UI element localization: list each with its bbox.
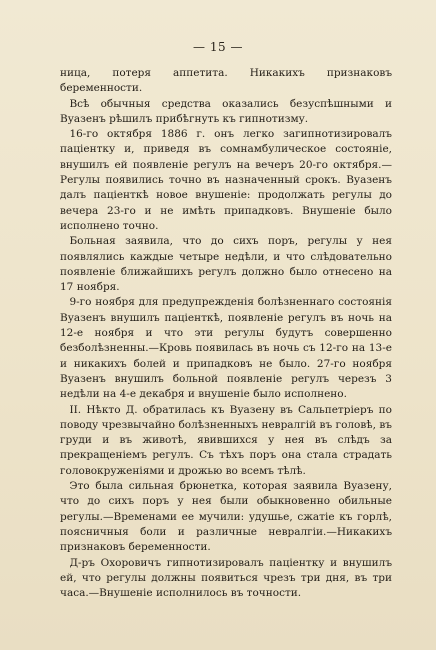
paragraph-6: II. Нѣкто Д. обратилась къ Вуазену въ Сальпетрiеръ по поводу чрезвычайно болѣзненныхъ невралгiй въ головѣ, въ груди и въ животѣ, явившихся у нея въ слѣдъ за прекращенiемъ регулъ. Съ тѣхъ поръ она стала страдать головокруженiями и дрожью во всемъ тѣлѣ. (60, 403, 392, 477)
paragraph-2: Всѣ обычныя средства оказались безуспѣшными и Вуазенъ рѣшилъ прибѣгнуть къ гипнотизму. (60, 97, 392, 125)
paragraph-8: Д-ръ Охоровичъ гипнотизировалъ пацiентку и внушилъ ей, что регулы должны появиться чрезъ три дня, въ три часа.—Внушенiе исполнилось въ точности. (60, 556, 392, 600)
paragraph-3: 16-го октября 1886 г. онъ легко загипнотизировалъ пацiентку и, приведя въ сомнамбулическое состоянiе, внушилъ ей появленiе регулъ на вечеръ 20-го октября.— Регулы появились точно въ назначенный срокъ. Вуазенъ далъ пацiенткѣ новое внушенiе: продолжать регулы до вечера 23-го и не имѣть припадковъ. Внушенiе было исполнено точно. (60, 128, 392, 232)
paragraph-4: Больная заявила, что до сихъ поръ, регулы у нея появлялись каждые четыре недѣли, и что слѣдовательно появленiе ближайшихъ регулъ должно было отнесено на 17 ноября. (60, 235, 392, 294)
paragraph-5: 9-го ноября для предупрежденiя болѣзненнаго состоянiя Вуазенъ внушилъ пацiенткѣ, появленiе регулъ въ ночь на 12-е ноября и что эти регулы будутъ совершенно безболѣзненны.—Кровь появилась въ ночь съ 12-го на 13-е и никакихъ болей и припадковъ не было. 27-го ноября Вуазенъ внушилъ больной появленiе регулъ черезъ 3 недѣли на 4-е декабря и внушенiе было исполнено. (60, 296, 392, 401)
paragraph-7: Это была сильная брюнетка, которая заявила Вуазену, что до сихъ поръ у нея были обыкновенно обильные регулы.—Временами ее мучили: удушье, сжатiе къ горлѣ, поясничныя боли и различные невралгiи.—Никакихъ признаковъ беременности. (60, 480, 392, 554)
page-number: — 15 — (193, 40, 243, 54)
body-text (60, 66, 392, 601)
paragraph-1: ница, потеря аппетита. Никакихъ признаковъ беременности. (60, 67, 392, 95)
